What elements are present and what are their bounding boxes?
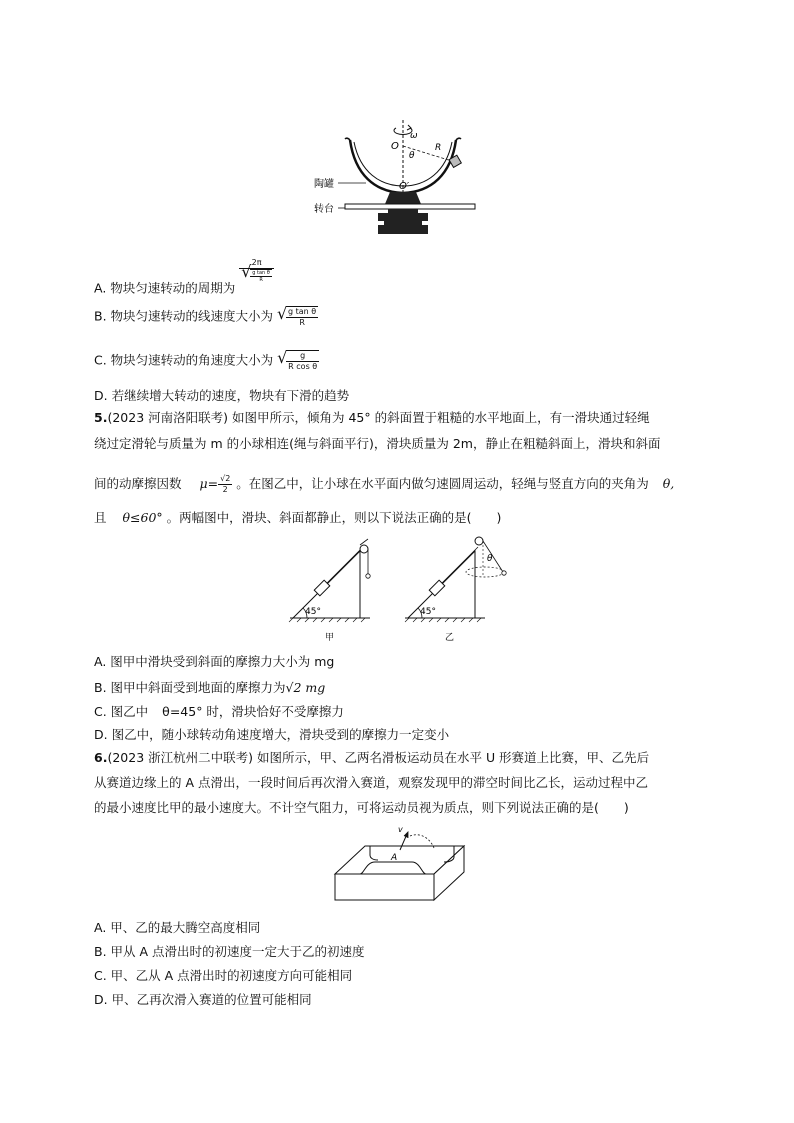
velocity-label: v xyxy=(398,825,403,834)
incline-b-theta: θ xyxy=(487,554,493,564)
q6-option-d: D. 甲、乙再次滑入赛道的位置可能相同 xyxy=(94,992,312,1007)
q5-option-a: A. 图甲中滑块受到斜面的摩擦力大小为 mg xyxy=(94,654,335,669)
O-prime-label: O′ xyxy=(399,181,410,192)
bowl-turntable-figure xyxy=(300,120,500,245)
point-A-label: A xyxy=(391,853,398,863)
q6-option-b: B. 甲从 A 点滑出时的初速度一定大于乙的初速度 xyxy=(94,944,365,959)
q4-option-c: C. 物块匀速转动的角速度大小为 √ $\frac{g}{\text{R cos θ}}$ xyxy=(94,350,319,372)
q5-line2: 绕过定滑轮与质量为 m 的小球相连(绳与斜面平行)，滑块质量为 2m，静止在粗糙斜面上，滑块和斜面 xyxy=(94,436,661,451)
incline-b-angle: 45° xyxy=(420,607,436,617)
q5-option-c: C. 图乙中 θ=45° 时，滑块恰好不受摩擦力 xyxy=(94,704,344,719)
q6-option-a: A. 甲、乙的最大腾空高度相同 xyxy=(94,920,261,935)
omega-label: ω xyxy=(410,131,418,141)
q5-line4: 且 θ≤60° 。两幅图中，滑块、斜面都静止，则以下说法正确的是( ) xyxy=(94,510,502,525)
turntable-label: 转台 xyxy=(314,204,334,215)
incline-a-label: 甲 xyxy=(325,633,335,643)
q6-line2: 从赛道边缘上的 A 点滑出，一段时间后再次滑入赛道，观察发现甲的滞空时间比乙长，运动过程中乙 xyxy=(94,775,648,790)
q5-line1: 5.(2023 河南洛阳联考) 如图甲所示，倾角为 45° 的斜面置于粗糙的水平地面上，有一滑块通过轻绳 xyxy=(94,410,650,425)
O-label: O xyxy=(391,141,399,152)
u-track-figure xyxy=(330,822,470,904)
q4-option-d: D. 若继续增大转动的速度，物块有下滑的趋势 xyxy=(94,388,350,403)
q4-option-a: A. 物块匀速转动的周期为 2π √ $\frac{\text{g tan θ}}{R}$ xyxy=(94,258,274,297)
q6-line1: 6.(2023 浙江杭州二中联考) 如图所示，甲、乙两名滑板运动员在水平 U 形赛道上比赛，甲、乙先后 xyxy=(94,750,650,765)
q6-line3: 的最小速度比甲的最小速度大。不计空气阻力，可将运动员视为质点，则下列说法正确的是( ) xyxy=(94,800,629,815)
incline-a-angle: 45° xyxy=(305,607,321,617)
q5-line3: 间的动摩擦因数 μ= $\frac{√2}{2}$ 。在图乙中，让小球在水平面内做匀速圆周运动，轻绳与竖直方向的夹角为 θ, xyxy=(94,474,675,494)
q4-option-b: B. 物块匀速转动的线速度大小为 √ $\frac{\text{g tan θ}}{R}$ xyxy=(94,306,318,328)
q6-option-c: C. 甲、乙从 A 点滑出时的初速度方向可能相同 xyxy=(94,968,353,983)
q5-option-d: D. 图乙中，随小球转动角速度增大，滑块受到的摩擦力一定变小 xyxy=(94,727,450,742)
q5-option-b: B. 图甲中斜面受到地面的摩擦力为√2 mg xyxy=(94,680,326,695)
theta-label: θ xyxy=(409,151,415,161)
incline-figures xyxy=(285,528,525,646)
incline-b-label: 乙 xyxy=(445,633,455,643)
R-label: R xyxy=(435,143,442,153)
jar-label: 陶罐 xyxy=(314,179,334,190)
